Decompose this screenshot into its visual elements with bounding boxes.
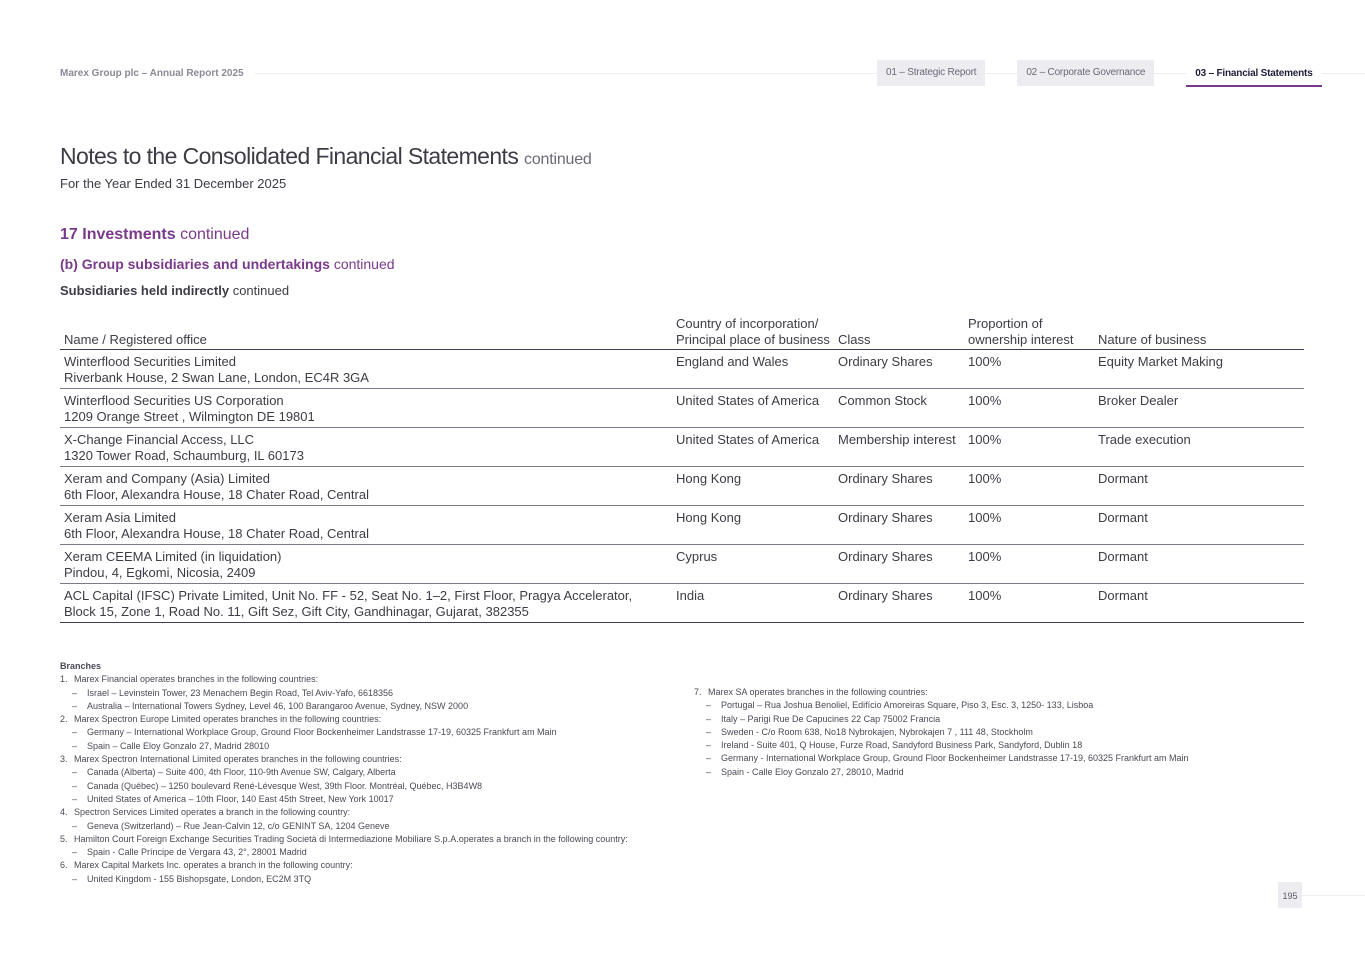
branch-address-text: Spain – Calle Eloy Gonzalo 27, Madrid 28010 [87,740,270,751]
branch-address [694,766,1314,779]
branches-title: Branches [60,661,102,671]
cell-nature: Trade execution [1094,428,1304,467]
cell-name-office [60,506,672,545]
subsubsection-heading [60,283,289,298]
cell-proportion: 100% [964,506,1094,545]
branch-address [694,713,1314,726]
document-title: Marex Group plc – Annual Report 2025 [60,68,244,79]
registered-office: Riverbank House, 2 Swan Lane, London, EC4R 3GA [64,369,369,385]
column-header-proportion: Proportion of ownership interest [964,316,1094,350]
branch-item-text: Marex SA operates branches in the following countries: [708,687,928,697]
dash-bullet: – [72,740,78,751]
cell-proportion: 100% [964,545,1094,584]
branch-item-number: 1. [60,674,68,685]
branch-list-item [60,753,675,766]
cell-proportion: 100% [964,350,1094,389]
dash-bullet: – [72,780,78,791]
registered-office: 1209 Orange Street , Wilmington DE 19801 [64,408,315,424]
cell-nature: Dormant [1094,545,1304,584]
branch-address-text: United Kingdom - 155 Bishopsgate, London, EC2M 3TQ [87,873,312,884]
dash-bullet: – [706,726,712,737]
branch-address-text: Italy – Parigi Rue De Capucines 22 Cap 75002 Francia [721,713,941,724]
branch-item-number: 5. [60,833,68,844]
branch-list-item [60,833,675,846]
branch-list-item [60,673,675,686]
subsubsection-heading-text: Subsidiaries held indirectly [60,283,230,298]
branch-list-item [60,859,675,872]
branch-address [60,726,675,739]
branch-address [694,726,1314,739]
table-row [60,584,1304,623]
column-header-country: Country of incorporation/ Principal place of business [672,316,834,350]
table-row [60,389,1304,428]
cell-proportion: 100% [964,584,1094,623]
cell-class: Ordinary Shares [834,350,964,389]
cell-country: England and Wales [672,350,834,389]
subsidiary-name: X-Change Financial Access, LLC [64,432,255,447]
cell-class: Ordinary Shares [834,545,964,584]
registered-office: 6th Floor, Alexandra House, 18 Chater Road, Central [64,486,369,502]
registered-office: Pindou, 4, Egkomi, Nicosia, 2409 [64,564,256,580]
tab-corporate-governance[interactable]: 02 – Corporate Governance [1017,60,1154,86]
branch-item-number: 4. [60,807,68,818]
page-title-suffix: continued [524,151,592,168]
branch-address [60,873,675,886]
branch-address [60,820,675,833]
subsubsection-heading-suffix: continued [232,283,290,298]
branch-address-text: Geneva (Switzerland) – Rue Jean-Calvin 12, c/o GENINT SA, 1204 Geneve [87,820,390,831]
branch-item-number: 3. [60,754,68,765]
cell-country: Hong Kong [672,506,834,545]
subsidiary-name: Winterflood Securities US Corporation [64,393,284,408]
cell-country: Hong Kong [672,467,834,506]
registered-office: 6th Floor, Alexandra House, 18 Chater Road, Central [64,525,369,541]
branch-address-text: Canada (Alberta) – Suite 400, 4th Floor, 110-9th Avenue SW, Calgary, Alberta [87,767,396,778]
dash-bullet: – [72,820,78,831]
dash-bullet: – [706,740,712,751]
branch-item-number: 7. [694,687,702,697]
subsidiary-name: Xeram Asia Limited [64,510,176,525]
branch-item-number: 6. [60,860,68,871]
column-header-class: Class [834,316,964,350]
branch-address-text: Germany - International Workplace Group, Ground Floor Bockenheimer Landstrasse 17-19, 60325 Frankfurt am Main [721,753,1189,764]
table-row [60,545,1304,584]
branch-item-text: Marex Spectron International Limited operates branches in the following countries: [74,754,402,765]
subsection-heading-suffix: continued [333,256,395,272]
section-tabs [877,60,1322,87]
cell-nature: Equity Market Making [1094,350,1304,389]
cell-class: Ordinary Shares [834,467,964,506]
table-header-row [60,316,1304,350]
page-subtitle: For the Year Ended 31 December 2025 [60,176,287,191]
branch-address-text: Ireland - Suite 401, Q House, Furze Road, Sandyford Business Park, Sandyford, Dublin 18 [721,740,1083,751]
dash-bullet: – [72,687,78,698]
page-title-text: Notes to the Consolidated Financial Statements [60,143,519,169]
subsidiaries-table [60,316,1304,623]
section-heading-text: 17 Investments [60,226,176,243]
branch-address-text: Canada (Québec) – 1250 boulevard René-Lévesque West, 39th Floor. Montréal, Québec, H3B4W8 [87,780,483,791]
cell-country: India [672,584,834,623]
branch-address [60,846,675,859]
cell-name-office [60,389,672,428]
branch-list-item [60,806,675,819]
dash-bullet: – [706,700,712,711]
branch-address [60,766,675,779]
branch-address [60,700,675,713]
subsidiary-name: ACL Capital (IFSC) Private Limited, Unit No. FF - 52, Seat No. 1–2, First Floor, Pragya Accelerator, [64,588,633,603]
table-row [60,467,1304,506]
branch-address-text: Australia – International Towers Sydney, Level 46, 100 Barangaroo Avenue, Sydney, NSW 2000 [87,700,469,711]
cell-proportion: 100% [964,467,1094,506]
dash-bullet: – [72,767,78,778]
branch-item-text: Hamilton Court Foreign Exchange Securities Trading Società di Intermediazione Mobiliare S.p.A.operates a branch in the following country: [74,833,628,844]
subsidiary-name: Xeram CEEMA Limited (in liquidation) [64,549,282,564]
cell-country: United States of America [672,389,834,428]
branch-address-text: Israel – Levinstein Tower, 23 Menachem Begin Road, Tel Aviv-Yafo, 6618356 [87,687,394,698]
branch-address [694,752,1314,765]
dash-bullet: – [72,700,78,711]
subsection-heading [60,256,395,272]
branch-list-item [60,713,675,726]
table-body [60,350,1304,623]
subsidiary-name: Xeram and Company (Asia) Limited [64,471,270,486]
dash-bullet: – [72,847,78,858]
branch-item-number: 2. [60,714,68,725]
cell-nature: Broker Dealer [1094,389,1304,428]
footer-divider [1302,895,1365,896]
registered-office: 1320 Tower Road, Schaumburg, IL 60173 [64,447,304,463]
cell-country: United States of America [672,428,834,467]
branch-item-text: Spectron Services Limited operates a branch in the following country: [74,807,351,818]
subsidiary-name: Winterflood Securities Limited [64,354,236,369]
branch-item-text: Marex Spectron Europe Limited operates branches in the following countries: [74,714,382,725]
branch-address-text: Sweden - C/o Room 638, No18 Nybrokajen, Nybrokajen 7 , 111 48, Stockholm [721,726,1033,737]
branches-notes-right [694,686,1314,779]
dash-bullet: – [72,873,78,884]
cell-nature: Dormant [1094,506,1304,545]
cell-class: Membership interest [834,428,964,467]
cell-name-office [60,350,672,389]
cell-name-office [60,467,672,506]
branch-item-text: Marex Financial operates branches in the following countries: [74,674,319,685]
cell-country: Cyprus [672,545,834,584]
branch-address [694,739,1314,752]
tab-strategic-report[interactable]: 01 – Strategic Report [877,60,985,86]
table-row [60,428,1304,467]
branch-address [694,699,1314,712]
cell-proportion: 100% [964,389,1094,428]
branch-list-item [694,686,1314,699]
table-row [60,506,1304,545]
column-header-name: Name / Registered office [60,316,672,350]
cell-name-office [60,584,672,623]
column-header-nature: Nature of business [1094,316,1304,350]
branch-address [60,780,675,793]
dash-bullet: – [72,793,78,804]
branch-address [60,740,675,753]
dash-bullet: – [706,766,712,777]
cell-class: Common Stock [834,389,964,428]
dash-bullet: – [706,753,712,764]
cell-class: Ordinary Shares [834,506,964,545]
dash-bullet: – [706,713,712,724]
dash-bullet: – [72,727,78,738]
cell-nature: Dormant [1094,467,1304,506]
branch-address [60,687,675,700]
branches-notes-left [60,660,675,886]
page-number: 195 [1278,882,1302,908]
cell-name-office [60,545,672,584]
section-heading [60,226,249,244]
branch-item-text: Marex Capital Markets Inc. operates a branch in the following country: [74,860,353,871]
cell-name-office [60,428,672,467]
branch-address-text: Spain - Calle Príncipe de Vergara 43, 2°, 28001 Madrid [87,847,307,858]
registered-office: Block 15, Zone 1, Road No. 11, Gift Sez, Gift City, Gandhinagar, Gujarat, 382355 [64,603,529,619]
branch-address-text: Spain - Calle Eloy Gonzalo 27, 28010, Madrid [721,766,904,777]
cell-class: Ordinary Shares [834,584,964,623]
cell-nature: Dormant [1094,584,1304,623]
branch-address-text: United States of America – 10th Floor, 140 East 45th Street, New York 10017 [87,793,394,804]
table-row [60,350,1304,389]
section-heading-suffix: continued [180,226,250,243]
subsection-heading-text: (b) Group subsidiaries and undertakings [60,256,330,272]
page-title [60,143,592,170]
branch-address-text: Germany – International Workplace Group, Ground Floor Bockenheimer Landstrasse 17-19, 60325 Frankfurt am Main [87,727,557,738]
cell-proportion: 100% [964,428,1094,467]
branch-address-text: Portugal – Rua Joshua Benoliel, Edifício Amoreiras Square, Piso 3, Esc. 3, 1250- 133, Lisboa [721,700,1094,711]
branch-address [60,793,675,806]
tab-financial-statements[interactable]: 03 – Financial Statements [1186,60,1321,87]
